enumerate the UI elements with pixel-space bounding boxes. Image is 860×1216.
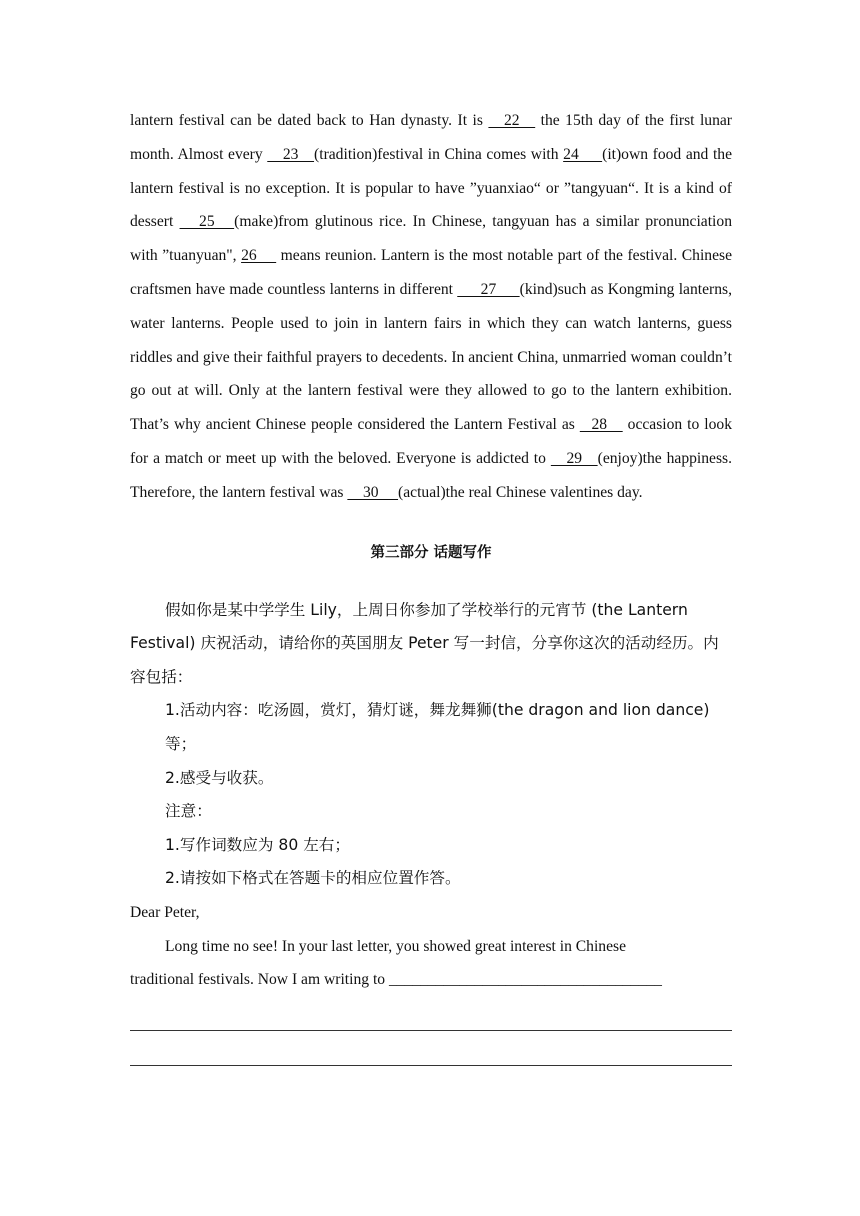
letter-line-2: traditional festivals. Now I am writing to ___________________________________ [130,971,662,989]
blank-29: 29 [550,449,598,467]
answer-line [130,1031,732,1066]
document-page [130,104,732,1066]
note-item-1: 1.写作词数应为 80 左右； [165,835,350,854]
passage-text: occasion to look for a match or meet up with the beloved. Everyone is addicted to [130,416,732,467]
writing-prompt: 假如你是某中学学生 Lily，上周日你参加了学校举行的元宵节 (the Lantern Festival) 庆祝活动，请给你的英国朋友 Peter 写一封信，分享你这次的活动经历。内容包括： [130,600,719,686]
blank-26: 26 [241,247,277,265]
passage-text: (actual)the real Chinese valentines day. [398,483,643,501]
passage-text: (it)own food and the lantern festival is no exception. It is popular to have ”yuanxiao“ or ”tangyuan“. It is a kind of dessert [130,145,732,231]
passage-text: lantern festival can be dated back to Han dynasty. It is [130,112,489,129]
content-item-2: 2.感受与收获。 [165,768,274,787]
content-item-1: 1.活动内容：吃汤圆，赏灯，猜灯谜，舞龙舞狮(the dragon and lion dance)等； [165,701,710,753]
blank-25: 25 [179,213,235,231]
blank-30: 30 [347,483,399,501]
blank-27: 27 [457,280,520,298]
section-title: 第三部分 话题写作 [370,544,492,561]
note-label: 注意： [165,802,212,821]
note-item-2: 2.请按如下格式在答题卡的相应位置作答。 [165,869,461,888]
answer-line [130,997,732,1032]
passage-text: (make)from glutinous rice. In Chinese, tangyuan has a similar pronunciation with ”tuanyuan", [130,213,732,265]
cloze-passage [130,104,732,510]
letter-line-1: Long time no see! In your last letter, you showed great interest in Chinese [165,937,627,955]
passage-text: (tradition)festival in China comes with [314,145,564,163]
blank-22: 22 [488,112,536,129]
passage-text: means reunion. Lantern is the most notable part of the festival. Chinese craftsmen have made countless lanterns in different [130,247,732,298]
passage-text: (enjoy)the happiness. Therefore, the lantern festival was [130,449,732,501]
blank-23: 23 [267,145,315,163]
blank-28: 28 [579,416,623,434]
cloze-paragraph [130,104,732,510]
passage-text: (kind)such as Kongming lanterns, water lanterns. People used to join in lantern fairs in which they can watch lanterns, guess riddles and give their faithful prayers to decedents. In ancient China, unmarried woman couldn’t go out at will. Only at the lantern festival were they allowed to go to the lantern exhibition. That’s why ancient Chinese people considered the Lantern Festival as [130,280,732,434]
passage-text: the 15th day of the first lunar month. Almost every [130,112,732,163]
blank-24: 24 [563,145,603,163]
letter-salutation: Dear Peter, [130,903,200,921]
writing-task [130,594,732,1066]
